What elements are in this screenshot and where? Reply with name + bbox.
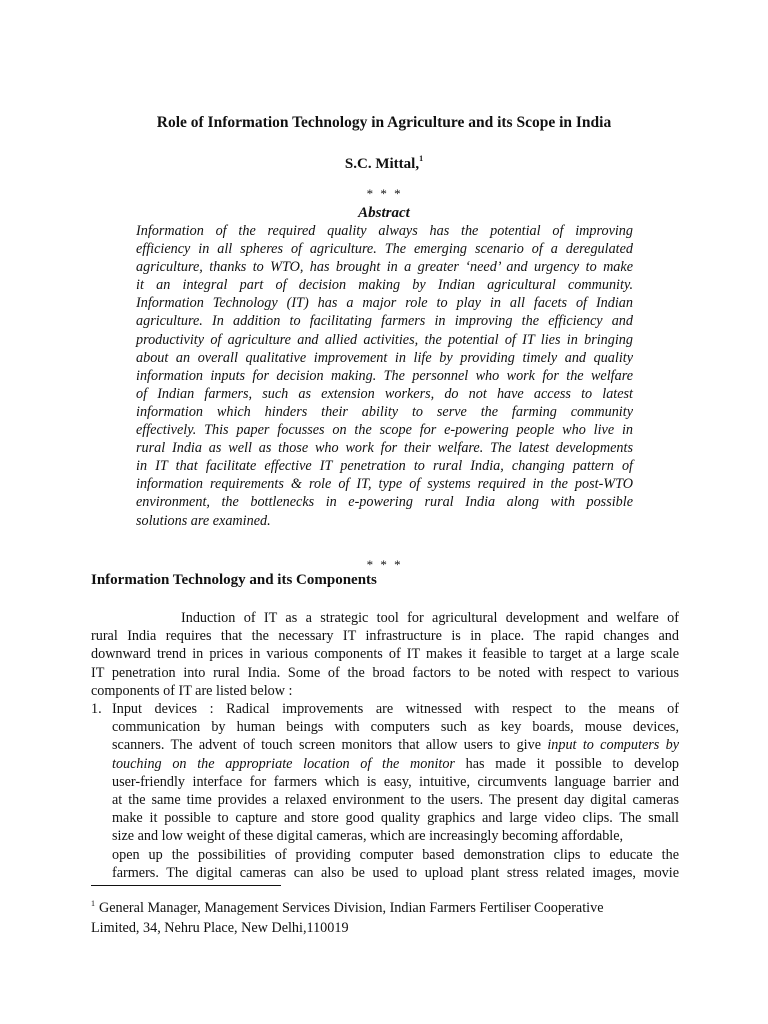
abstract-line: rural India as well as those who work for their welfare. The latest developments	[136, 440, 633, 457]
abstract-line: about an overall qualitative improvement in life by providing timely and quality	[136, 349, 633, 366]
list-item-line: farmers. The digital cameras can also be used to upload plant stress related images, movie	[112, 864, 679, 881]
paragraph-line: rural India requires that the necessary IT infrastructure is in place. The rapid changes and	[91, 628, 679, 645]
paragraph-line: Induction of IT as a strategic tool for agricultural development and welfare of	[181, 610, 679, 626]
paragraph-line: components of IT are listed below :	[91, 682, 293, 699]
list-item	[91, 700, 679, 882]
list-item-line	[112, 736, 679, 754]
list-item-line-text: has made it possible to develop	[465, 755, 680, 772]
list-item-line: at the same time provides a relaxed environment to the users. The present day digital cameras	[112, 791, 679, 808]
list-item-line-text: scanners. The advent of touch screen monitors that allow users to give	[112, 737, 541, 754]
components-list	[91, 700, 679, 882]
abstract-line: efficiency in all spheres of agriculture. The emerging scenario of a deregulated	[136, 241, 633, 258]
section-heading: Information Technology and its Components	[91, 572, 377, 588]
paragraph-line: downward trend in prices in various components of IT makes it feasible to target at a large scale	[91, 646, 679, 663]
footnote-line	[91, 894, 651, 918]
list-item-line	[112, 755, 679, 773]
list-item-line: open up the possibilities of providing computer based demonstration clips to educate the	[112, 846, 679, 863]
footnote-mark: 1	[91, 899, 95, 908]
list-item-emphasis: input to computers by	[547, 737, 679, 754]
abstract-line: information inputs for decision making. The personnel who work for the welfare	[136, 367, 633, 384]
abstract-line: effectively. This paper focusses on the scope for e-powering people who live in	[136, 422, 633, 439]
abstract-line: in IT that facilitate effective IT penetration to rural India, changing pattern of	[136, 458, 633, 475]
list-item-text	[112, 700, 679, 882]
list-item-line: make it possible to capture and store good quality graphics and large video clips. The small	[112, 810, 679, 827]
footnote-text: General Manager, Management Services Division, Indian Farmers Fertiliser Cooperative	[99, 900, 604, 916]
footnote-divider	[91, 885, 281, 886]
list-item-line: communication by human beings with computers such as key boards, mouse devices,	[112, 719, 679, 736]
abstract-heading: Abstract	[358, 205, 410, 221]
section-paragraph	[91, 609, 679, 700]
abstract-line: productivity of agriculture and allied activities, the potential of IT lies in bringing	[136, 331, 633, 348]
abstract-line: environment, the bottlenecks in e-powering rural India along with possible	[136, 494, 633, 511]
abstract-line: agriculture. In addition to facilitating farmers in improving the efficiency and	[136, 313, 633, 330]
author-line	[0, 150, 768, 173]
list-item-emphasis: touching on the appropriate location of the monitor	[112, 755, 455, 772]
author-name: S.C. Mittal,	[344, 156, 420, 172]
list-item-line: size and low weight of these digital cameras, which are increasingly becoming affordable,	[112, 828, 624, 845]
abstract-line: information which hinders their ability to serve the farming community	[136, 403, 633, 420]
separator-bottom: * * *	[366, 557, 402, 572]
abstract-line: agriculture, thanks to WTO, has brought in a greater ‘need’ and urgency to make	[136, 259, 633, 276]
footnote-line: Limited, 34, Nehru Place, New Delhi,110019	[91, 920, 349, 936]
abstract-line: solutions are examined.	[136, 512, 271, 529]
abstract-line: it an integral part of decision making by Indian agricultural community.	[136, 277, 633, 294]
abstract-line: Information Technology (IT) has a major role to play in all facets of Indian	[136, 295, 633, 312]
list-item-number: 1.	[91, 701, 102, 717]
author-footnote-mark: 1	[419, 154, 424, 163]
footnote	[91, 894, 651, 938]
paragraph-line: IT penetration into rural India. Some of the broad factors to be noted with respect to various	[91, 664, 679, 681]
abstract-body	[136, 222, 633, 530]
paper-title: Role of Information Technology in Agriculture and its Scope in India	[156, 114, 612, 131]
list-item-line: Input devices : Radical improvements are witnessed with respect to the means of	[112, 701, 679, 717]
abstract-line: information requirements & role of IT, type of systems required in the post-WTO	[136, 476, 633, 493]
list-item-line: user-friendly interface for farmers which is easy, intuitive, circumvents language barrier and	[112, 773, 679, 790]
abstract-line: Information of the required quality always has the potential of improving	[136, 223, 633, 239]
separator-top: * * *	[366, 186, 402, 201]
abstract-line: of Indian farmers, such as extension workers, do not have access to latest	[136, 385, 633, 402]
